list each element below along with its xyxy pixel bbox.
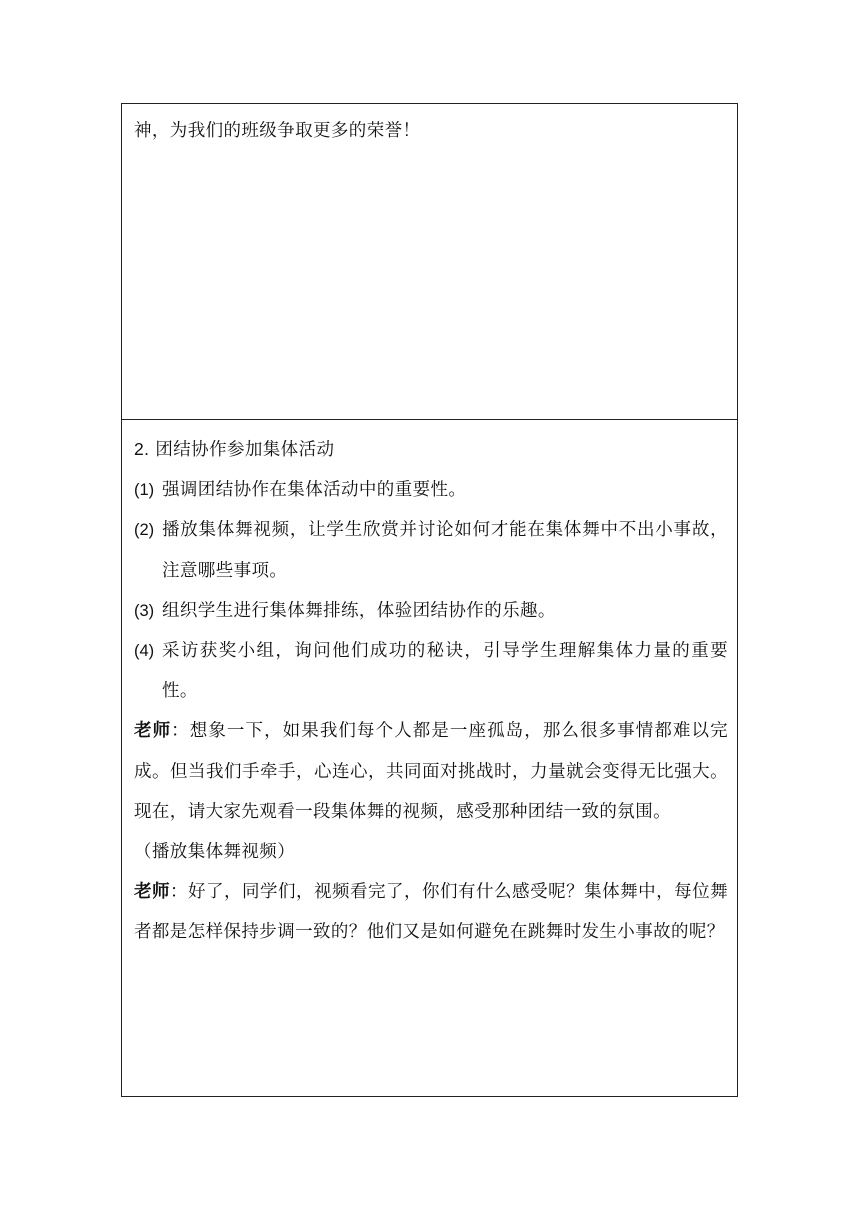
list-item-index: (1) bbox=[134, 481, 155, 500]
section-number: 2. bbox=[134, 439, 150, 459]
list-item-text: 组织学生进行集体舞排练，体验团结协作的乐趣。 bbox=[162, 600, 556, 621]
list-item-text: 播放集体舞视频，让学生欣赏并讨论如何才能在集体舞中不出小事故，注意哪些事项。 bbox=[162, 520, 728, 581]
paragraph: 神，为我们的班级争取更多的荣誉！ bbox=[134, 121, 421, 141]
dialogue-paragraph bbox=[134, 872, 728, 952]
table-cell-bottom bbox=[122, 420, 737, 1096]
dialogue-text: ：想象一下，如果我们每个人都是一座孤岛，那么很多事情都难以完成。但当我们手牵手，心连心，共同面对挑战时，力量就会变得无比强大。现在，请大家先观看一段集体舞的视频，感受那种团结一致的氛围。 bbox=[134, 721, 728, 822]
list-item bbox=[134, 470, 728, 510]
list-item bbox=[134, 631, 728, 711]
section-heading bbox=[134, 429, 728, 470]
list-item-text: 采访获奖小组，询问他们成功的秘诀，引导学生理解集体力量的重要性。 bbox=[162, 641, 728, 702]
list-item-index: (4) bbox=[134, 642, 155, 661]
list-item-text: 强调团结协作在集体活动中的重要性。 bbox=[162, 480, 467, 501]
speaker-label: 老师 bbox=[134, 882, 171, 903]
dialogue-text: ：好了，同学们，视频看完了，你们有什么感受呢？集体舞中，每位舞者都是怎样保持步调一致的？他们又是如何避免在跳舞时发生小事故的呢？ bbox=[134, 882, 728, 943]
speaker-label: 老师 bbox=[134, 721, 172, 742]
dialogue-paragraph bbox=[134, 711, 728, 832]
table-cell-top bbox=[122, 104, 737, 420]
lesson-table bbox=[121, 103, 738, 1097]
list-item-index: (3) bbox=[134, 601, 155, 620]
list-item bbox=[134, 591, 728, 631]
stage-direction: （播放集体舞视频） bbox=[134, 842, 296, 863]
list-item bbox=[134, 510, 728, 590]
section-title: 团结协作参加集体活动 bbox=[155, 440, 335, 460]
list-item-index: (2) bbox=[134, 521, 155, 540]
